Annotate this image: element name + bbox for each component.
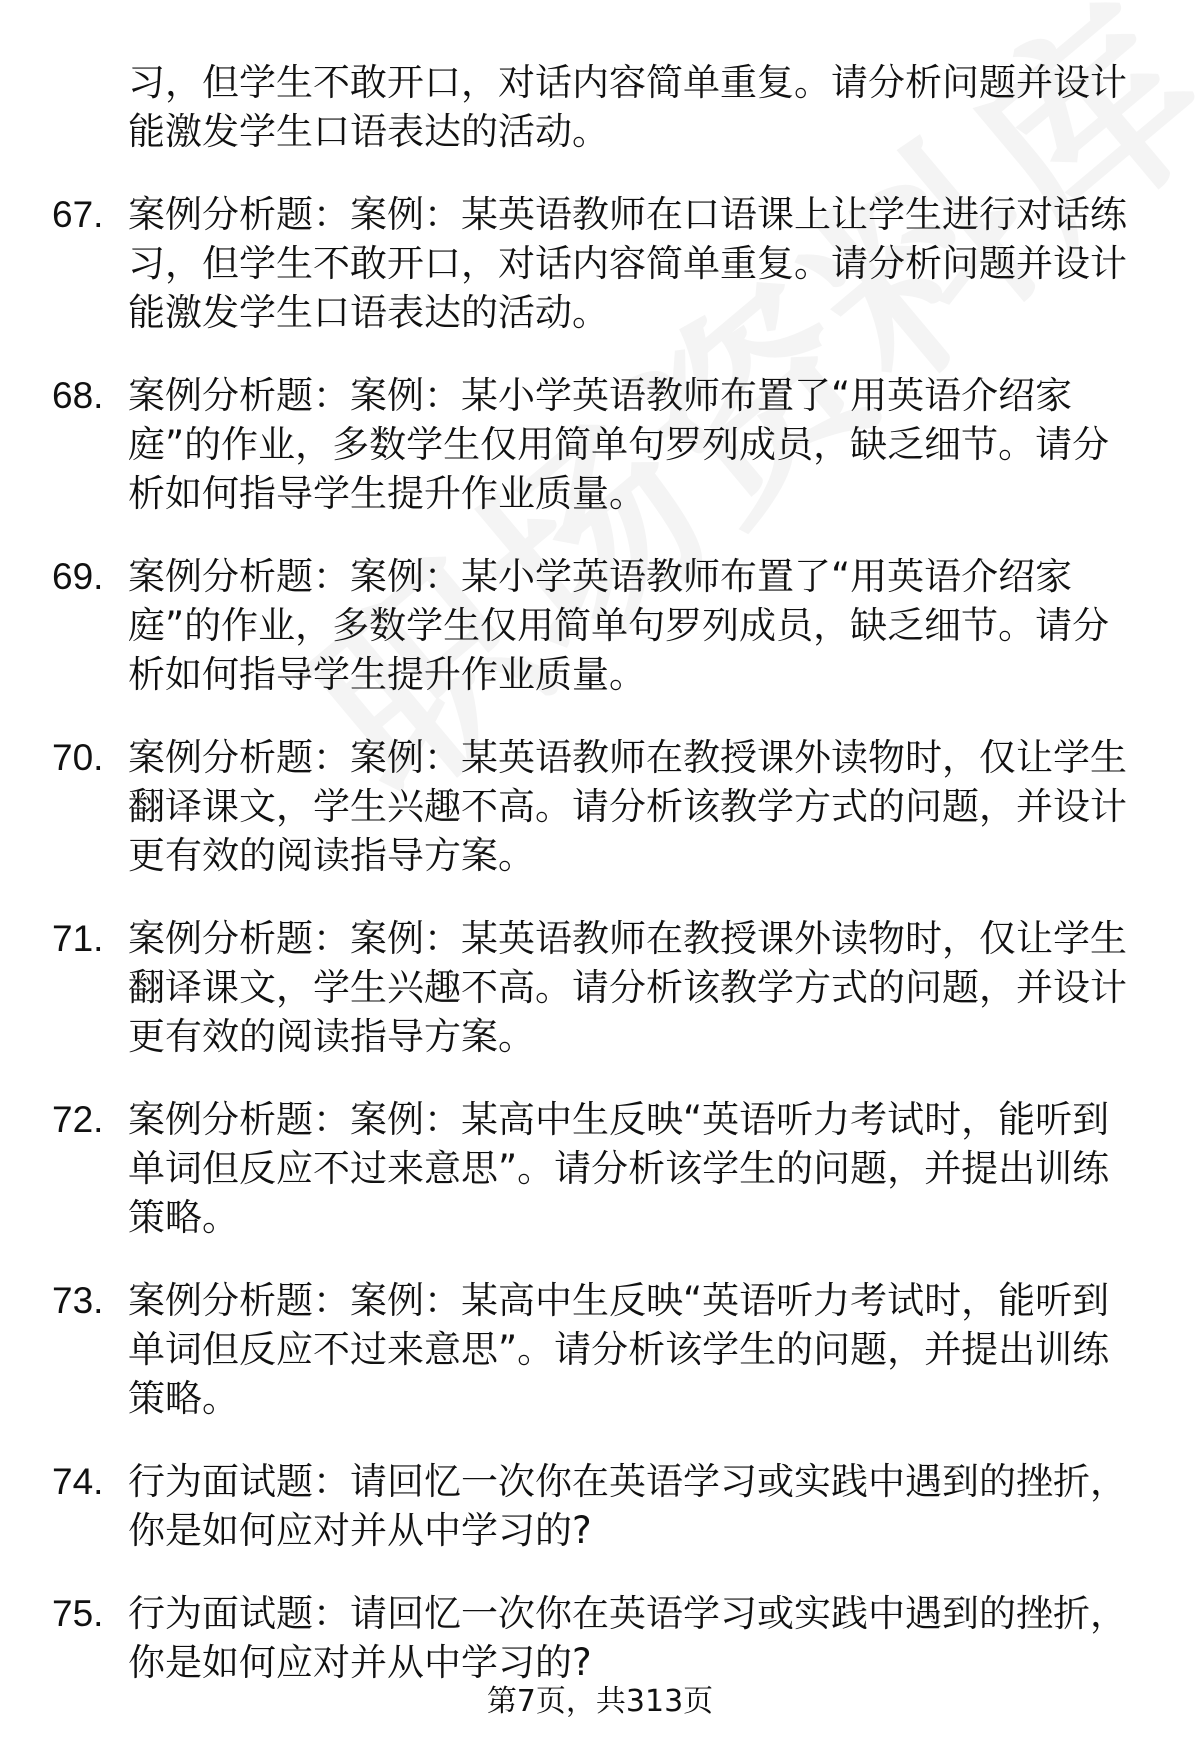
question-number: 71. (52, 918, 104, 959)
question-number: 67. (52, 194, 104, 235)
question-item (0, 1276, 1200, 1423)
question-item (0, 1457, 1200, 1555)
question-item (0, 1589, 1200, 1687)
question-number: 73. (52, 1280, 104, 1321)
question-text: 案例分析题：案例：某英语教师在口语课上让学生进行对话练习，但学生不敢开口，对话内容简单重复。请分析问题并设计能激发学生口语表达的活动。 (128, 193, 1127, 334)
question-number: 74. (52, 1461, 104, 1502)
question-item (0, 733, 1200, 880)
question-number: 69. (52, 556, 104, 597)
page-footer: 第7页，共313页 (486, 1684, 714, 1719)
question-text: 案例分析题：案例：某高中生反映“英语听力考试时，能听到单词但反应不过来意思”。请分析该学生的问题，并提出训练策略。 (128, 1098, 1110, 1239)
question-item (0, 914, 1200, 1061)
question-text: 案例分析题：案例：某英语教师在教授课外读物时，仅让学生翻译课文，学生兴趣不高。请分析该教学方式的问题，并设计更有效的阅读指导方案。 (128, 917, 1127, 1058)
question-number: 68. (52, 375, 104, 416)
question-number: 75. (52, 1593, 104, 1634)
question-text: 案例分析题：案例：某小学英语教师布置了“用英语介绍家庭”的作业，多数学生仅用简单句罗列成员，缺乏细节。请分析如何指导学生提升作业质量。 (128, 374, 1110, 515)
question-text: 行为面试题：请回忆一次你在英语学习或实践中遇到的挫折，你是如何应对并从中学习的? (128, 1592, 1127, 1684)
question-text: 案例分析题：案例：某英语教师在教授课外读物时，仅让学生翻译课文，学生兴趣不高。请分析该教学方式的问题，并设计更有效的阅读指导方案。 (128, 736, 1127, 877)
carryover-text: 习，但学生不敢开口，对话内容简单重复。请分析问题并设计能激发学生口语表达的活动。 (128, 61, 1127, 153)
question-number: 72. (52, 1099, 104, 1140)
question-item (0, 190, 1200, 337)
question-item (0, 371, 1200, 518)
question-list (0, 58, 1200, 1721)
question-text: 案例分析题：案例：某高中生反映“英语听力考试时，能听到单词但反应不过来意思”。请分析该学生的问题，并提出训练策略。 (128, 1279, 1110, 1420)
question-text: 行为面试题：请回忆一次你在英语学习或实践中遇到的挫折，你是如何应对并从中学习的? (128, 1460, 1127, 1552)
question-item (0, 552, 1200, 699)
question-text: 案例分析题：案例：某小学英语教师布置了“用英语介绍家庭”的作业，多数学生仅用简单句罗列成员，缺乏细节。请分析如何指导学生提升作业质量。 (128, 555, 1110, 696)
question-item (0, 1095, 1200, 1242)
question-number: 70. (52, 737, 104, 778)
